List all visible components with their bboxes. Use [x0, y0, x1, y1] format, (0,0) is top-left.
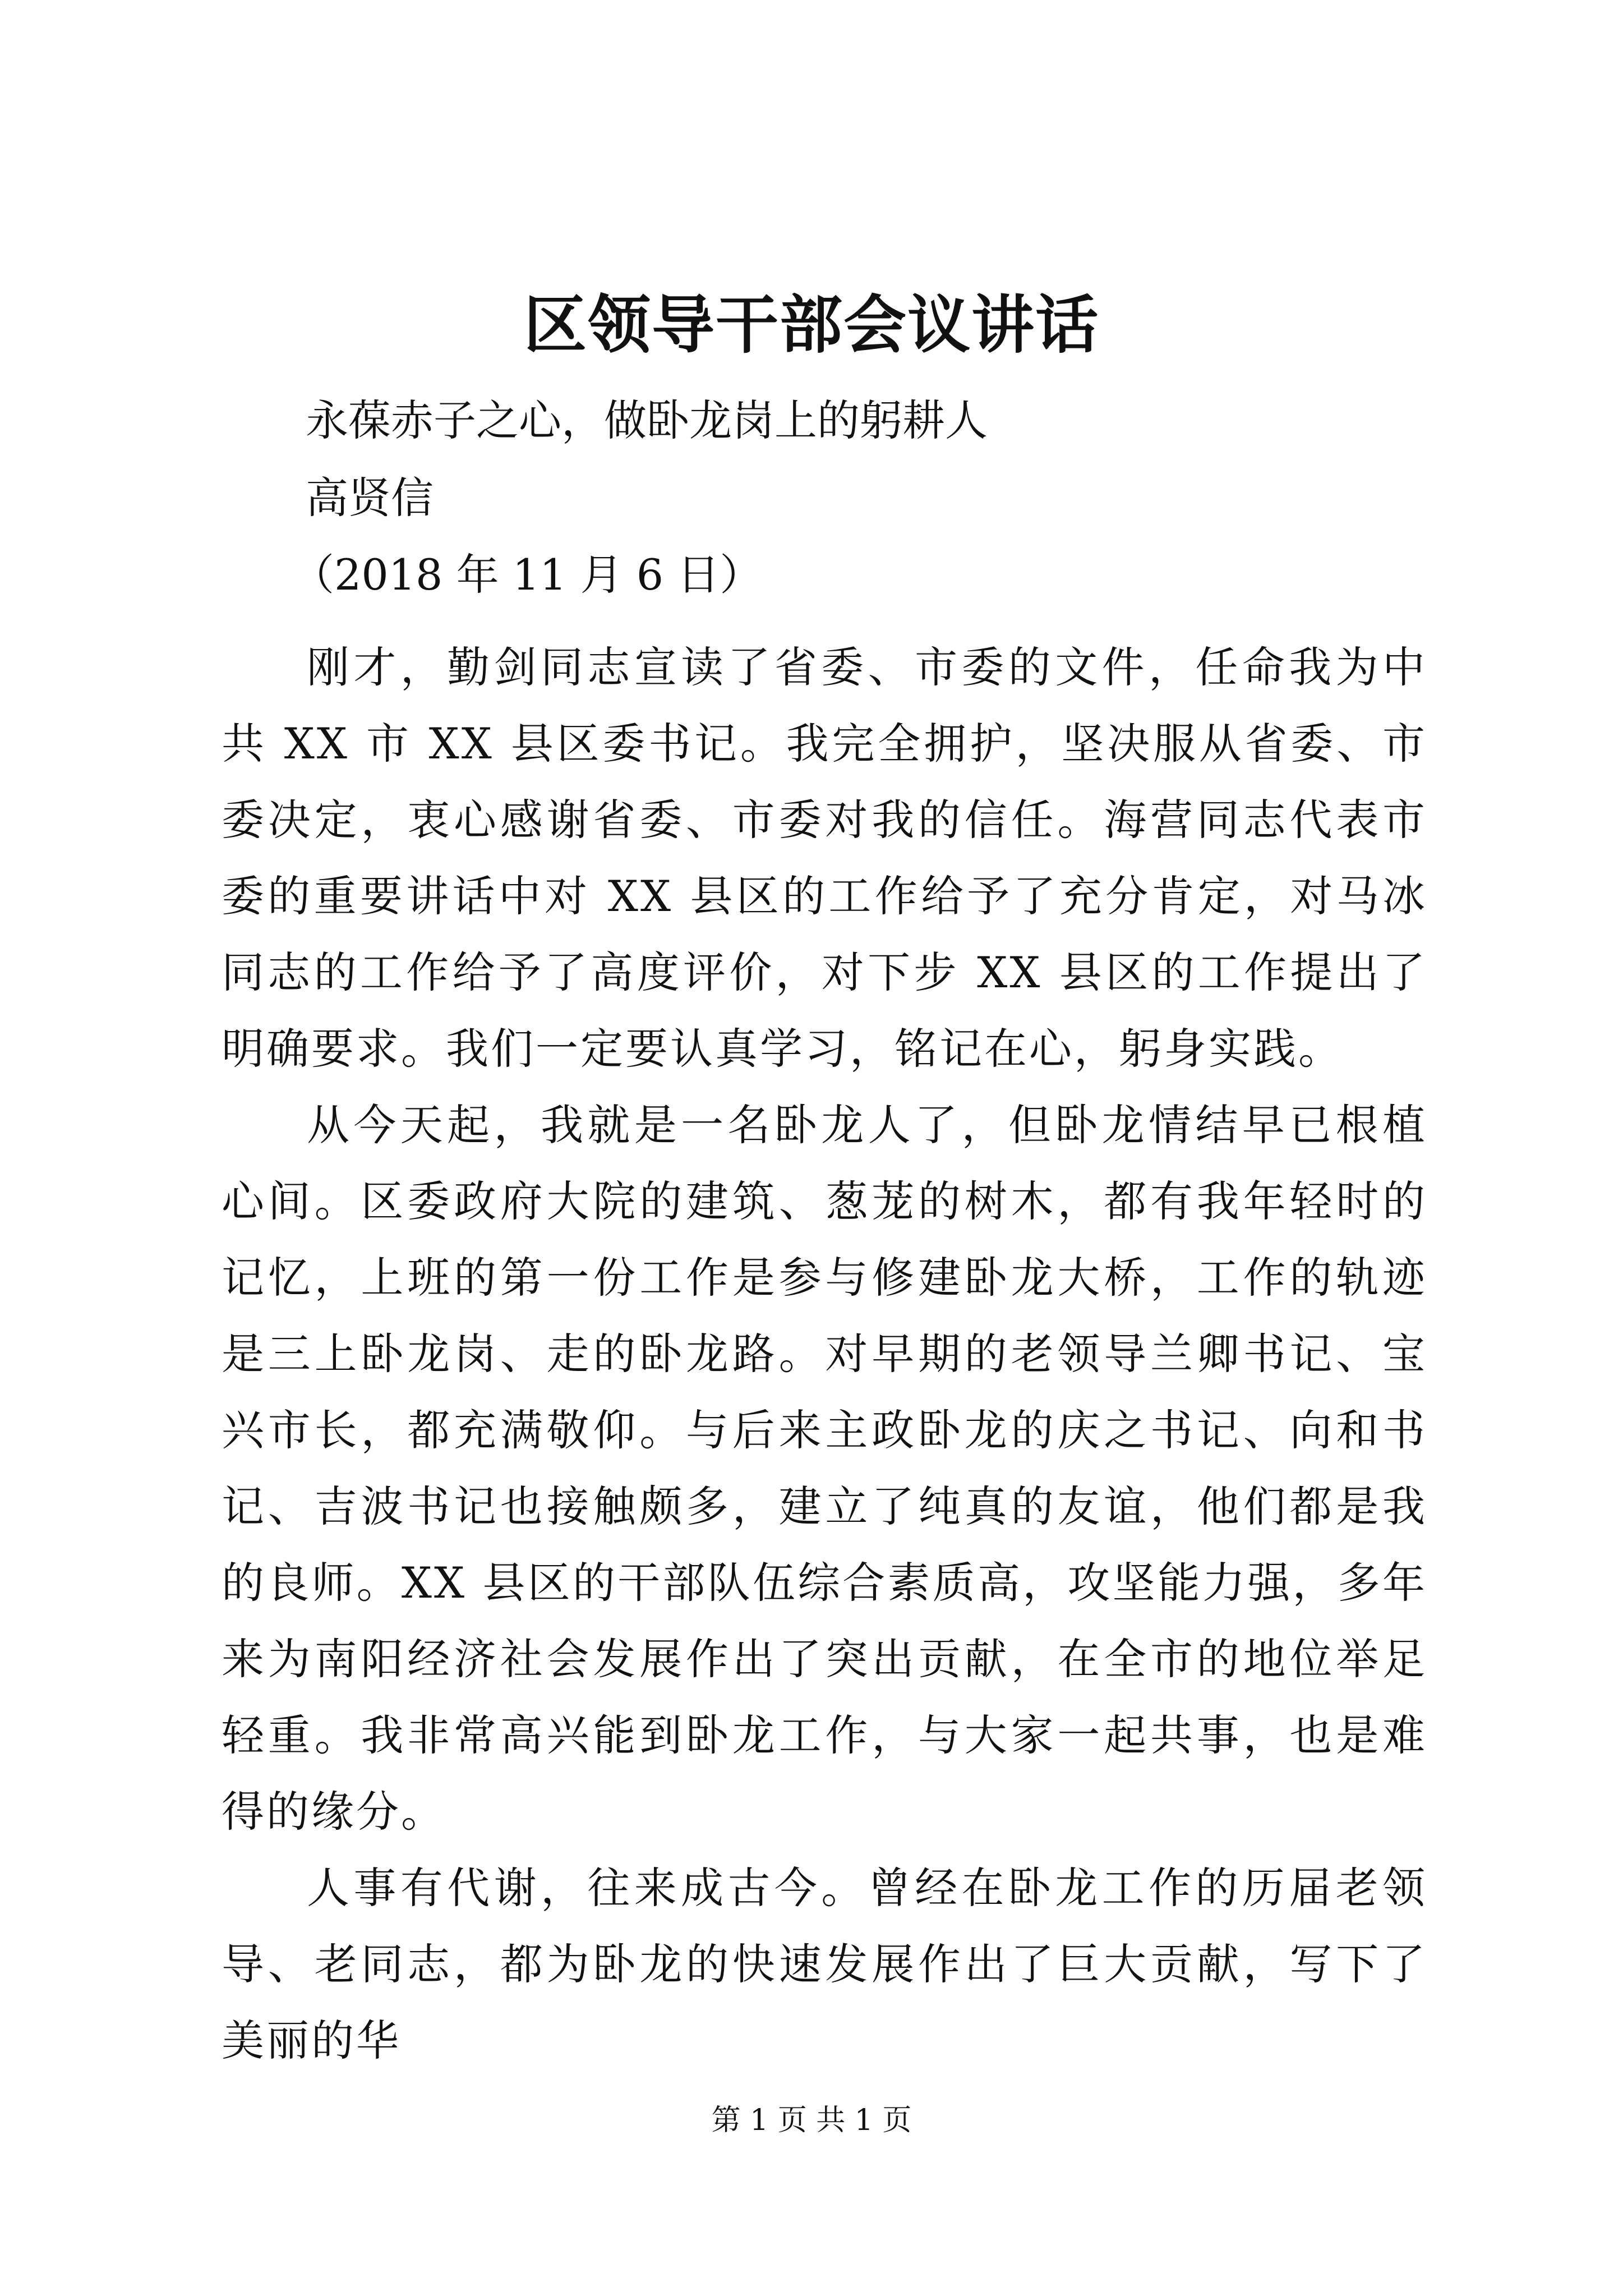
- body-paragraph: 人事有代谢，往来成古今。曾经在卧龙工作的历届老领导、老同志，都为卧龙的快速发展作出了巨大贡献，写下了美丽的华: [222, 1863, 1427, 2065]
- speech-subtitle: 永葆赤子之心，做卧龙岗上的躬耕人: [306, 395, 988, 445]
- speech-body: [222, 629, 1427, 2079]
- body-paragraph: 从今天起，我就是一名卧龙人了，但卧龙情结早已根植心间。区委政府大院的建筑、葱茏的树木，都有我年轻时的记忆，上班的第一份工作是参与修建卧龙大桥，工作的轨迹是三上卧龙岗、走的卧龙路。对早期的老领导兰卿书记、宝兴市长，都充满敬仰。与后来主政卧龙的庆之书记、向和书记、吉波书记也接触颇多，建立了纯真的友谊，他们都是我的良师。XX 县区的干部队伍综合素质高，攻坚能力强，多年来为南阳经济社会发展作出了突出贡献，在全市的地位举足轻重。我非常高兴能到卧龙工作，与大家一起共事，也是难得的缘分。: [222, 1100, 1427, 1837]
- page-footer: 第 1 页 共 1 页: [711, 2104, 912, 2137]
- document-title: 区领导干部会议讲话: [524, 288, 1099, 362]
- speech-date: （2018 年 11 月 6 日）: [292, 550, 763, 600]
- speech-author: 高贤信: [306, 473, 434, 523]
- body-paragraph: 刚才，勤剑同志宣读了省委、市委的文件，任命我为中共 XX 市 XX 县区委书记。我完全拥护，坚决服从省委、市委决定，衷心感谢省委、市委对我的信任。海营同志代表市委的重要讲话中对 XX 县区的工作给予了充分肯定，对马冰同志的工作给予了高度评价，对下步 XX 县区的工作提出了明确要求。我们一定要认真学习，铭记在心，躬身实践。: [222, 642, 1427, 1074]
